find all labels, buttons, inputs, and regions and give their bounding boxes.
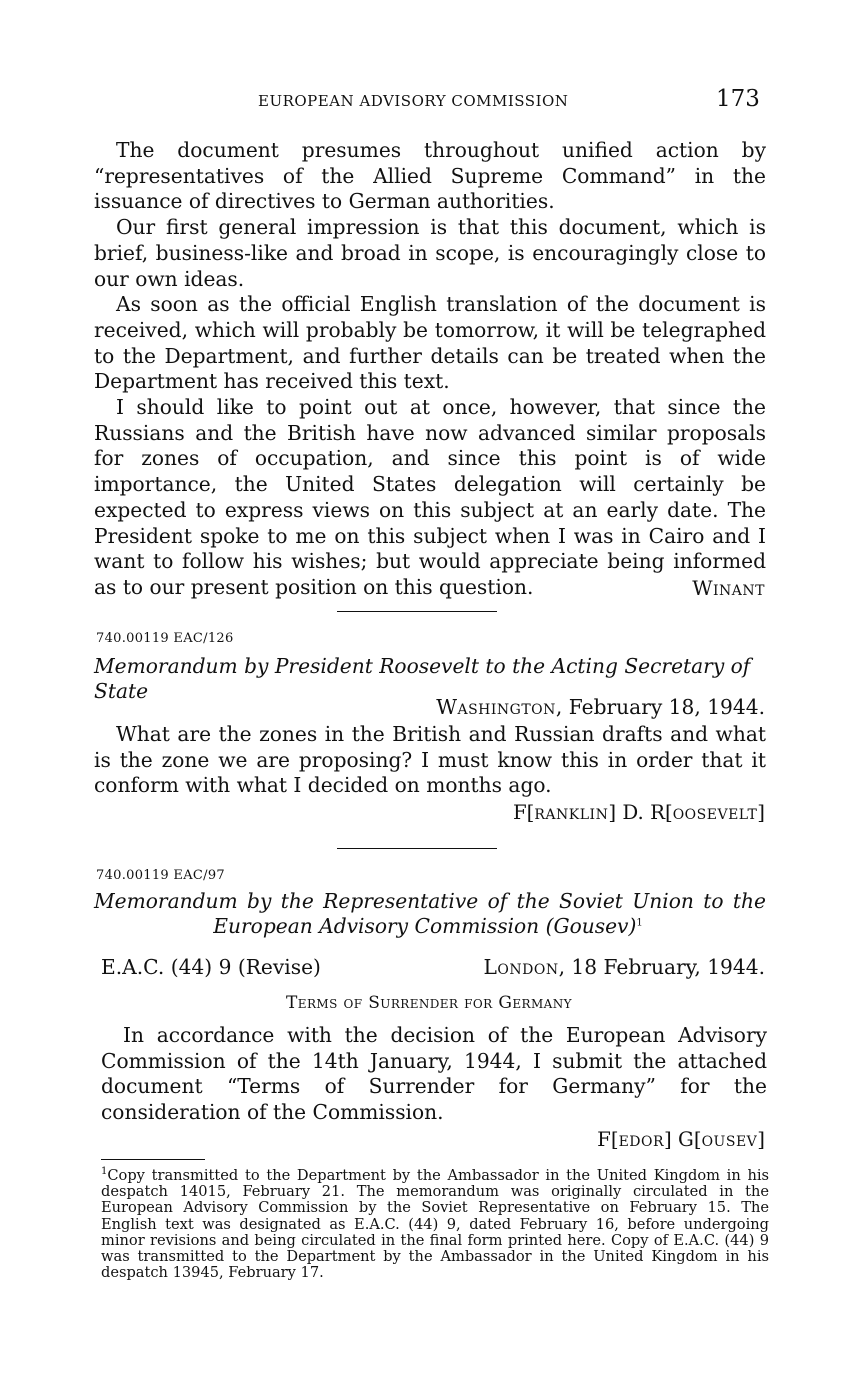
signature-roosevelt: F[ranklin] D. R[oosevelt] [512, 801, 765, 824]
running-head: EUROPEAN ADVISORY COMMISSION [258, 92, 569, 110]
dateline-date: , 18 February, 1944. [558, 955, 765, 979]
signature-winant: Winant [692, 577, 765, 600]
continued-document-text [94, 138, 766, 601]
signature-gousev: F[edor] G[ousev] [597, 1128, 765, 1151]
footnote [101, 1168, 769, 1281]
dateline-date: , February 18, 1944. [555, 695, 765, 719]
file-number: 740.00119 EAC/126 [96, 631, 234, 646]
dateline-place: London [483, 955, 559, 979]
paragraph: As soon as the official English translation of the document is received, which will probably be tomorrow, it will be telegraphed to the Department, and further details can be treated when the Department has received this text. [94, 292, 766, 394]
paragraph: I should like to point out at once, however, that since the Russians and the British have now advanced similar proposals for zones of occupation, and since this point is of wide importance, the United States delegation will certainly be expected to express views on this subject at an early date. The President spoke to me on this subject when I was in Cairo and I want to follow his wishes; but would appreciate being informed as to our present position on this question. [94, 395, 766, 599]
memo-heading-line: European Advisory Commission (Gousev)$^1$ [213, 914, 643, 938]
section-heading: Terms of Surrender for Germany [286, 993, 572, 1013]
paragraph: What are the zones in the British and Russian drafts and what is the zone we are proposing? I must know this in order that it conform with what I decided on months ago. [94, 722, 766, 798]
eac-reference: E.A.C. (44) 9 (Revise) [101, 955, 321, 979]
paragraph: In accordance with the decision of the European Advisory Commission of the 14th January, 1944, I submit the attached document “Terms of Surrender for Germany” for the consideration of the Commission. [101, 1023, 767, 1125]
memo-heading [94, 889, 766, 939]
memo-body [94, 722, 766, 799]
dateline [436, 695, 765, 719]
memo-heading-line: Memorandum by the Representative of the Soviet Union to the [94, 889, 766, 913]
paragraph: The document presumes throughout unified action by “representatives of the Allied Supreme Command” in the issuance of directives to German authorities. [94, 138, 766, 214]
dateline [484, 955, 766, 979]
memo-body [101, 1023, 767, 1126]
memo-heading: Memorandum by President Roosevelt to the Acting Secretary of State [94, 654, 751, 703]
file-number: 740.00119 EAC/97 [96, 868, 225, 883]
page-number: 173 [716, 86, 760, 112]
footnote-marker: 1 [101, 1166, 108, 1178]
dateline-place: Washington [436, 695, 556, 719]
paragraph: Our first general impression is that this document, which is brief, business-like and broad in scope, is encouragingly close to our own ideas. [94, 215, 766, 291]
footnote-text: Copy transmitted to the Department by the Ambassador in the United Kingdom in his despatch 14015, February 21. The memorandum was originally circulated in the European Advisory Commission by the Soviet Representative on February 15. The English text was designated as E.A.C. (44) 9, dated February 16, before undergoing minor revisions and being circulated in the final form printed here. Copy of E.A.C. (44) 9 was transmitted to the Department by the Ambassador in the United Kingdom in his despatch 13945, February 17. [101, 1167, 769, 1282]
footnote-rule [101, 1159, 205, 1160]
section-divider [337, 611, 497, 612]
footnote-ref: 1 [636, 917, 643, 929]
section-divider [337, 848, 497, 849]
